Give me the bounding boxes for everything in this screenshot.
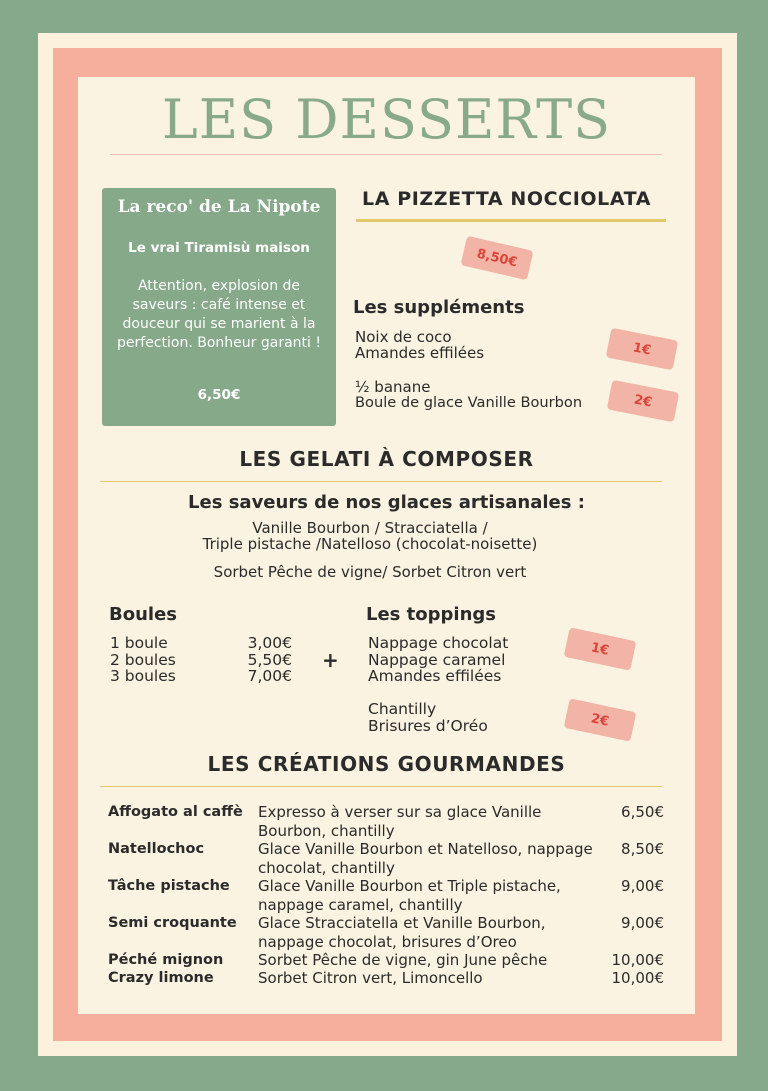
gelati-divider [100,481,662,482]
flavours-line: Triple pistache /Natelloso (chocolat-noisette) [202,535,538,553]
creation-price: 6,50€ [621,803,664,821]
creation-description: Glace Vanille Bourbon et Triple pistache, nappage caramel, chantilly [258,877,561,914]
creation-description: Sorbet Citron vert, Limoncello [258,969,483,987]
boule-row [110,652,295,669]
creation-row [108,877,664,913]
pizzetta-underline [356,219,666,222]
creation-row [108,803,664,839]
toppings-price-1: 1€ [589,639,611,659]
topping-item: Nappage caramel [368,650,506,669]
sorbets-line: Sorbet Pêche de vigne/ Sorbet Citron vert [213,563,527,581]
creation-price: 10,00€ [611,951,664,969]
creation-name: Semi croquante [108,915,237,931]
boule-price: 5,50€ [247,650,292,669]
boule-label: 3 boules [110,667,176,685]
creation-price: 8,50€ [621,840,664,858]
boule-price: 3,00€ [247,634,292,652]
creation-name: Péché mignon [108,952,224,968]
page-title: LES DESSERTS [161,88,612,151]
recommendation-card [102,188,336,426]
toppings-price-2: 2€ [589,710,611,730]
creation-row [108,840,664,876]
boule-label: 1 boule [110,634,168,652]
creations-title: LES CRÉATIONS GOURMANDES [207,752,566,776]
title-divider [110,154,662,155]
topping-item: Nappage chocolat [368,634,509,652]
pizzetta-price: 8,50€ [475,246,519,270]
plus-sign: + [322,648,339,672]
supplements-group-2 [355,379,617,411]
supplement-price-1: 1€ [631,339,653,359]
creation-name: Tâche pistache [108,878,230,894]
flavours-list [78,520,662,552]
flavours-title: Les saveurs de nos glaces artisanales : [188,492,585,513]
toppings-title: Les toppings [366,604,496,625]
pizzetta-title: LA PIZZETTA NOCCIOLATA [362,188,652,210]
supplement-item: Boule de glace Vanille Bourbon [355,394,583,411]
supplements-title: Les suppléments [353,297,525,318]
supplement-price-2: 2€ [632,391,654,411]
toppings-group-1 [368,635,558,685]
creation-name: Affogato al caffè [108,804,243,820]
boules-list [110,635,295,685]
creation-price: 10,00€ [611,969,664,987]
reco-price: 6,50€ [197,387,241,403]
reco-title: La reco' de La Nipote [117,197,321,217]
supplement-item: Amandes effilées [355,344,485,362]
creation-description: Sorbet Pêche de vigne, gin June pêche [258,951,548,969]
creation-description: Glace Vanille Bourbon et Natelloso, nappage chocolat, chantilly [258,840,593,877]
creation-price: 9,00€ [621,877,664,895]
flavours-line: Vanille Bourbon / Stracciatella / [252,519,488,537]
creation-name: Crazy limone [108,970,214,986]
topping-item: Brisures d’Oréo [368,716,488,735]
topping-item: Amandes effilées [368,667,502,685]
supplement-item: Noix de coco [355,328,452,346]
supplements-group-1 [355,329,615,361]
topping-item: Chantilly [368,700,437,718]
reco-description: Attention, explosion de saveurs : café intense et douceur qui se marient à la perfection. Bonheur garanti ! [117,278,321,351]
boule-row [110,668,295,685]
creation-description: Expresso à verser sur sa glace Vanille Bourbon, chantilly [258,803,542,840]
boule-label: 2 boules [110,650,176,669]
toppings-group-2 [368,701,558,734]
creation-description: Glace Stracciatella et Vanille Bourbon, nappage chocolat, brisures d’Oreo [258,914,546,951]
creations-divider [100,786,662,787]
creation-row [108,914,664,950]
creation-price: 9,00€ [621,914,664,932]
boule-price: 7,00€ [247,667,292,685]
boules-title: Boules [109,604,177,625]
gelati-title: LES GELATI À COMPOSER [239,447,534,471]
creation-name: Natellochoc [108,841,205,857]
boule-row [110,635,295,652]
supplement-item: ½ banane [355,378,431,396]
creation-row [108,969,664,1005]
reco-dish-name: Le vrai Tiramisù maison [128,240,310,256]
